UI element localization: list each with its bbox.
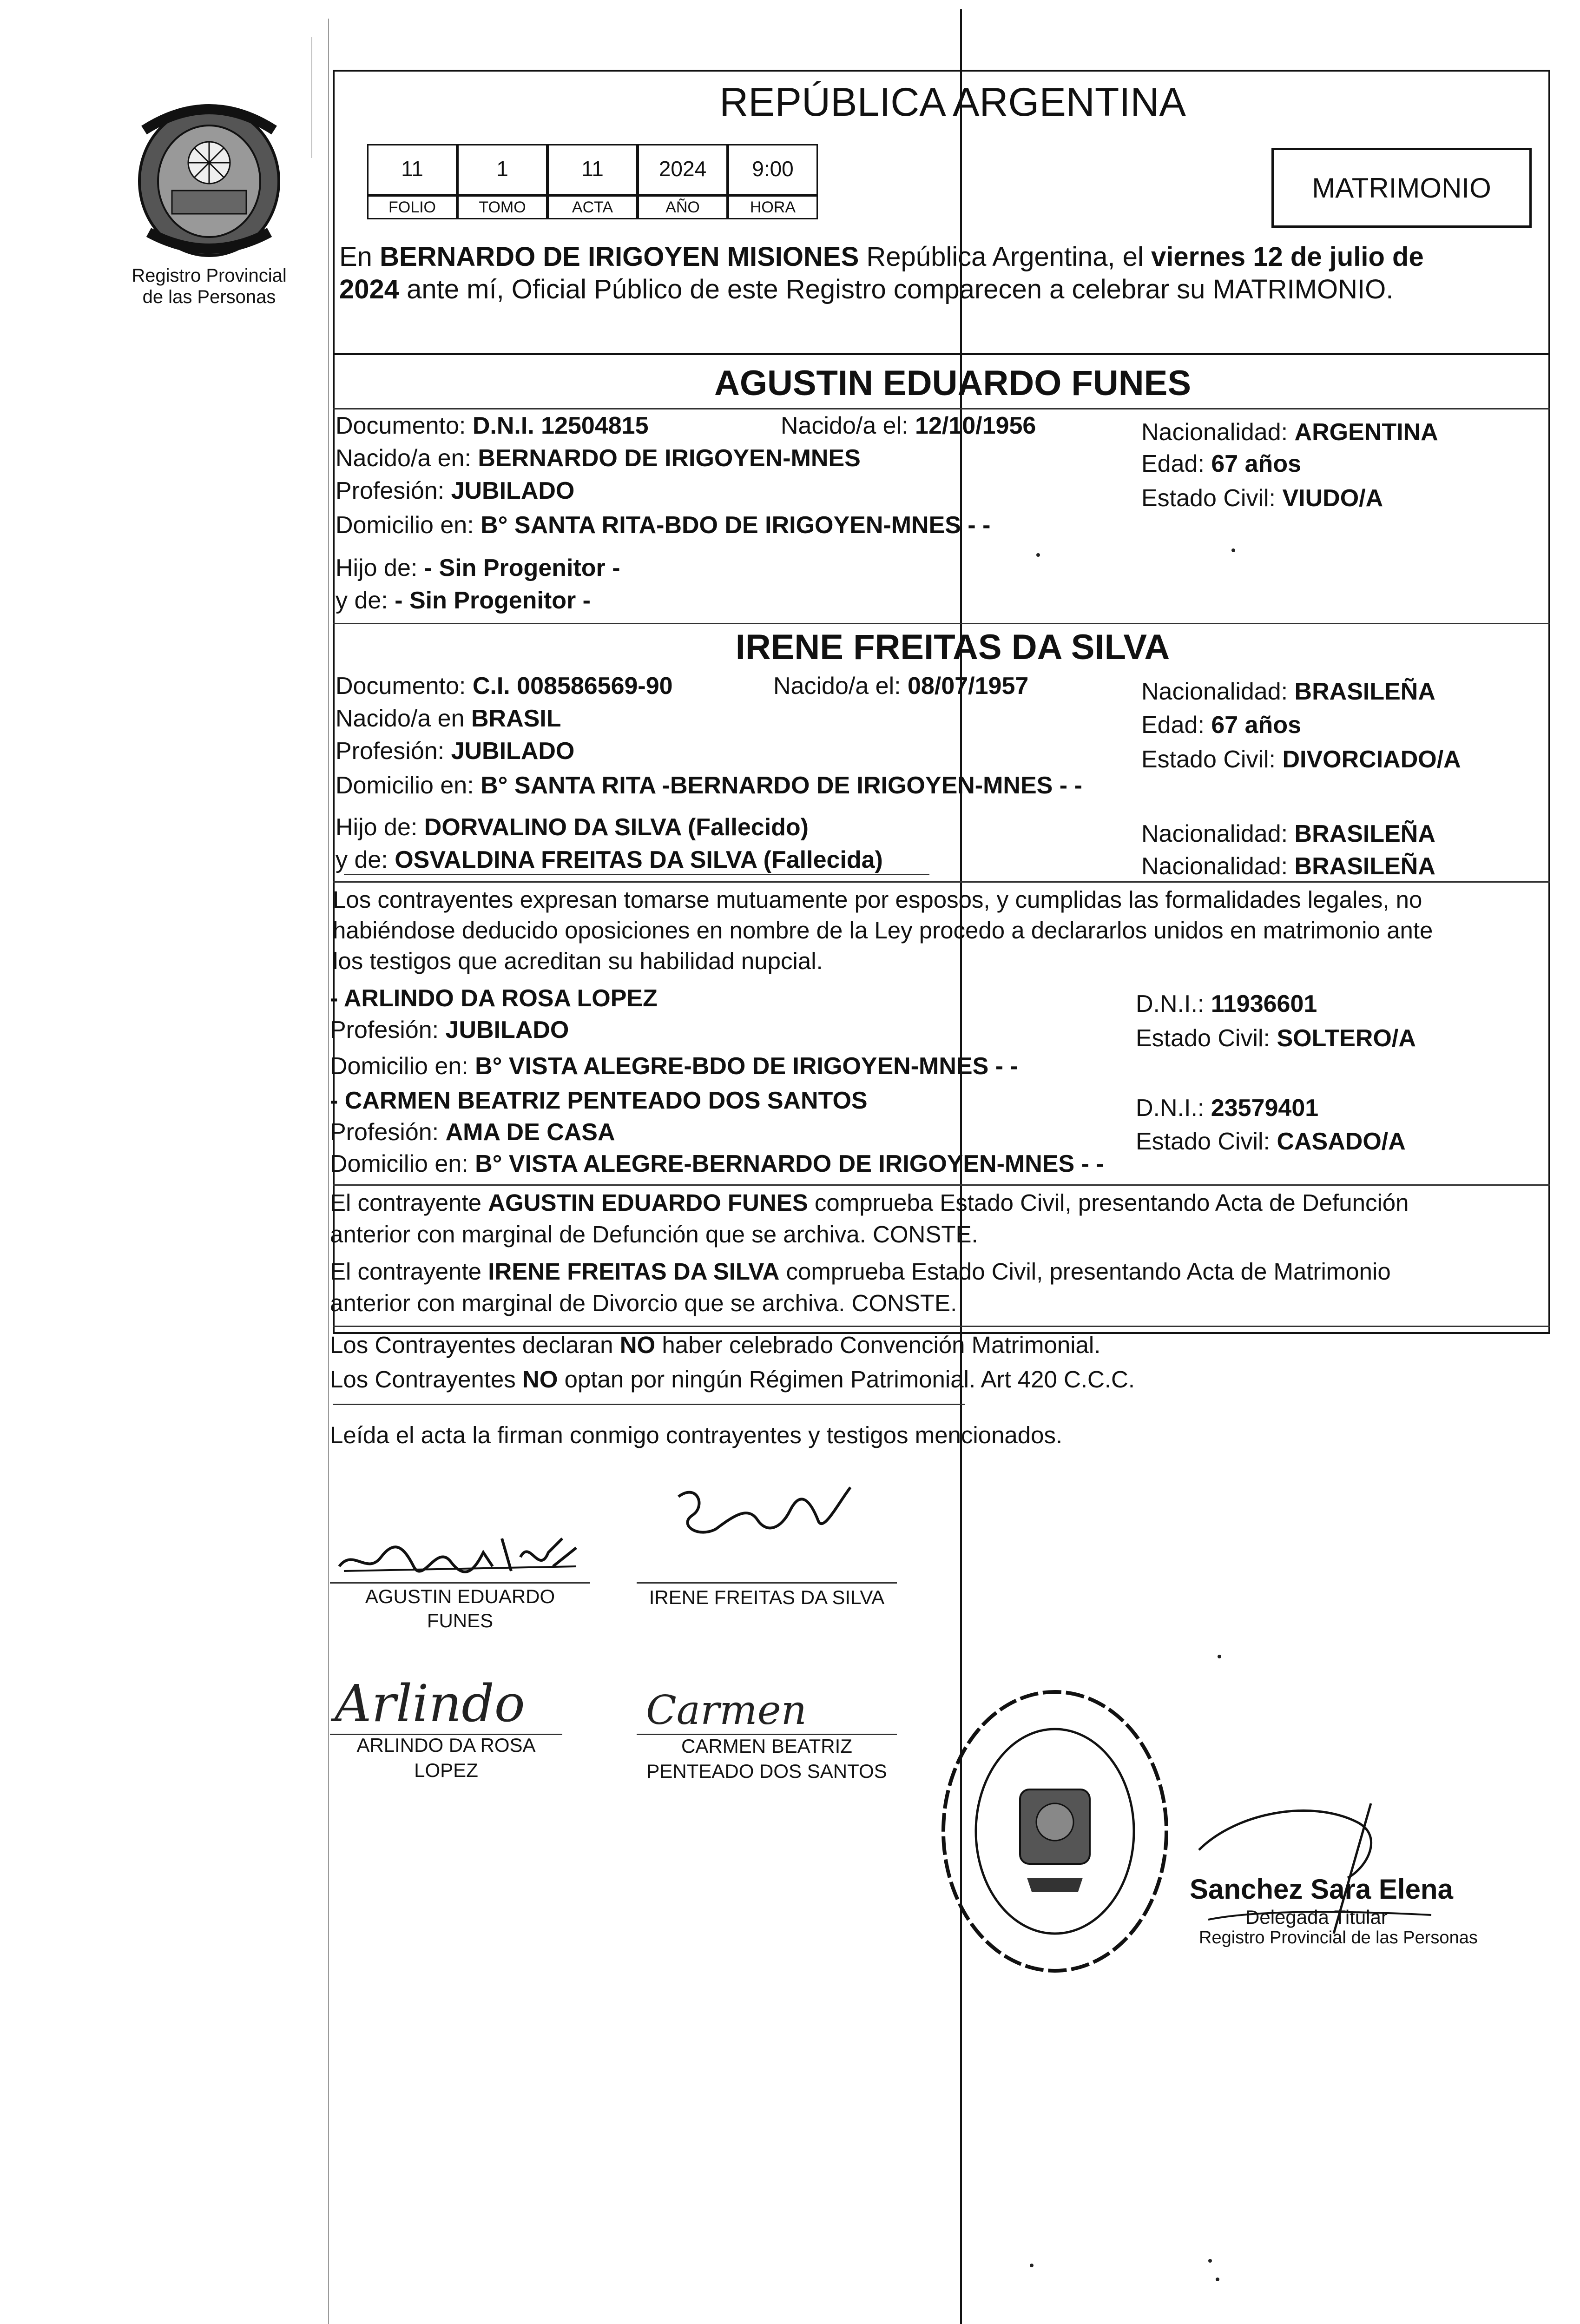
intro-line-2: 2024 ante mí, Oficial Público de este Registro comparecen a celebrar su MATRIMONIO. <box>339 274 1394 304</box>
witness1-civil-status: Estado Civil: SOLTERO/A <box>1136 1025 1416 1052</box>
witness2-profession: Profesión: AMA DE CASA <box>330 1119 615 1146</box>
spouse1-birthplace: Nacido/a en: BERNARDO DE IRIGOYEN-MNES <box>336 445 861 472</box>
note-convention: Los Contrayentes declaran NO haber celebrado Convención Matrimonial. <box>330 1332 1101 1358</box>
spouse2-parent1: Hijo de: DORVALINO DA SILVA (Fallecido) <box>336 814 809 841</box>
spouse2-birthplace: Nacido/a en BRASIL <box>336 705 561 732</box>
sig-label-arlindo-2: LOPEZ <box>414 1759 478 1781</box>
tomo-label: TOMO <box>457 195 547 219</box>
spouse1-age: Edad: 67 años <box>1141 450 1301 477</box>
spouse2-civil-status: Estado Civil: DIVORCIADO/A <box>1141 746 1461 773</box>
scan-speck <box>1208 2259 1212 2263</box>
signature-carmen: Carmen <box>646 1687 807 1734</box>
divider-declaration <box>333 881 1550 883</box>
spouse1-parent1: Hijo de: - Sin Progenitor - <box>336 555 620 581</box>
sig-label-agustin-1: AGUSTIN EDUARDO <box>365 1585 555 1607</box>
witness2-address: Domicilio en: B° VISTA ALEGRE-BERNARDO DE IRIGOYEN-MNES - - <box>330 1150 1104 1177</box>
witness2-civil-status: Estado Civil: CASADO/A <box>1136 1128 1406 1155</box>
signature-arlindo: Arlindo <box>335 1674 525 1733</box>
spouse1-nationality: Nacionalidad: ARGENTINA <box>1141 419 1438 446</box>
spouse2-birthdate: Nacido/a el: 08/07/1957 <box>773 673 1029 700</box>
note-civil-status-2-line2: anterior con marginal de Divorcio que se archiva. CONSTE. <box>330 1290 957 1316</box>
official-stamp <box>934 1683 1176 1980</box>
spouse1-document: Documento: D.N.I. 12504815 <box>336 412 649 439</box>
spouse1-profession: Profesión: JUBILADO <box>336 477 575 504</box>
declaration-line-3: los testigos que acreditan su habilidad nupcial. <box>333 948 823 974</box>
divider-notes <box>333 1184 1550 1186</box>
sig-line-irene <box>637 1582 897 1584</box>
spouse2-parent2-nationality: Nacionalidad: BRASILEÑA <box>1141 853 1435 880</box>
spouse2-name: IRENE FREITAS DA SILVA <box>735 627 1170 667</box>
divider-intro <box>333 353 1550 355</box>
folio-label: FOLIO <box>367 195 457 219</box>
year-label: AÑO <box>638 195 728 219</box>
witness1-name: - ARLINDO DA ROSA LOPEZ <box>330 985 658 1012</box>
scan-speck <box>1218 1655 1221 1658</box>
note-regime: Los Contrayentes NO optan por ningún Régimen Patrimonial. Art 420 C.C.C. <box>330 1366 1135 1393</box>
parent2-underline <box>344 874 929 875</box>
witness2-dni: D.N.I.: 23579401 <box>1136 1095 1319 1122</box>
note-civil-status-2: El contrayente IRENE FREITAS DA SILVA comprueba Estado Civil, presentando Acta de Matrimonio <box>330 1258 1391 1285</box>
spouse2-address: Domicilio en: B° SANTA RITA -BERNARDO DE IRIGOYEN-MNES - - <box>336 772 1082 799</box>
margin-line-dash <box>311 37 312 158</box>
scan-speck <box>1030 2264 1034 2267</box>
spouse1-name: AGUSTIN EDUARDO FUNES <box>714 363 1192 403</box>
spouse2-document: Documento: C.I. 008586569-90 <box>336 673 673 700</box>
signature-agustin <box>335 1520 586 1585</box>
scan-speck <box>1216 2278 1219 2281</box>
spouse2-parent2: y de: OSVALDINA FREITAS DA SILVA (Fallecida) <box>336 846 883 873</box>
spouse1-birthdate: Nacido/a el: 12/10/1956 <box>781 412 1036 439</box>
country-title: REPÚBLICA ARGENTINA <box>719 80 1186 125</box>
hour-label: HORA <box>728 195 818 219</box>
year-value: 2024 <box>638 144 728 195</box>
scan-speck <box>1036 553 1040 557</box>
note-civil-status-1: El contrayente AGUSTIN EDUARDO FUNES comprueba Estado Civil, presentando Acta de Defunción <box>330 1189 1409 1216</box>
doc-type-badge: MATRIMONIO <box>1271 148 1532 228</box>
witness1-address: Domicilio en: B° VISTA ALEGRE-BDO DE IRIGOYEN-MNES - - <box>330 1053 1018 1080</box>
folio-value: 11 <box>367 144 457 195</box>
spouse1-address: Domicilio en: B° SANTA RITA-BDO DE IRIGOYEN-MNES - - <box>336 512 991 539</box>
declaration-line-1: Los contrayentes expresan tomarse mutuamente por esposos, y cumplidas las formalidades legales, no <box>333 886 1422 913</box>
official-org: Registro Provincial de las Personas <box>1199 1928 1478 1948</box>
sig-label-irene: IRENE FREITAS DA SILVA <box>649 1586 885 1608</box>
spouse2-age: Edad: 67 años <box>1141 712 1301 739</box>
scan-speck <box>1231 548 1235 552</box>
witness2-name: - CARMEN BEATRIZ PENTEADO DOS SANTOS <box>330 1087 868 1114</box>
sig-label-arlindo-1: ARLINDO DA ROSA <box>356 1734 536 1756</box>
spouse2-parent1-nationality: Nacionalidad: BRASILEÑA <box>1141 820 1435 847</box>
signature-irene <box>669 1478 864 1548</box>
record-number-table <box>367 144 818 223</box>
official-role: Delegada Titular <box>1245 1906 1388 1928</box>
official-name: Sanchez Sara Elena <box>1190 1874 1453 1905</box>
tomo-value: 1 <box>457 144 547 195</box>
intro-line-1: En BERNARDO DE IRIGOYEN MISIONES República Argentina, el viernes 12 de julio de <box>339 242 1424 272</box>
registry-name-line2: de las Personas <box>142 287 276 307</box>
sig-line-agustin <box>330 1582 590 1584</box>
hour-value: 9:00 <box>728 144 818 195</box>
sig-label-agustin-2: FUNES <box>427 1610 494 1631</box>
spouse2-profession: Profesión: JUBILADO <box>336 738 575 765</box>
witness1-dni: D.N.I.: 11936601 <box>1136 990 1317 1017</box>
spouse1-parent2: y de: - Sin Progenitor - <box>336 587 591 614</box>
divider-regime <box>333 1326 1550 1327</box>
spouse1-civil-status: Estado Civil: VIUDO/A <box>1141 485 1383 512</box>
divider-spouse1 <box>333 408 1550 409</box>
closing-statement: Leída el acta la firman conmigo contrayentes y testigos mencionados. <box>330 1422 1063 1448</box>
acta-label: ACTA <box>547 195 638 219</box>
witness1-profession: Profesión: JUBILADO <box>330 1017 569 1043</box>
province-seal <box>125 93 293 260</box>
sig-label-carmen-1: CARMEN BEATRIZ <box>681 1735 852 1757</box>
acta-value: 11 <box>547 144 638 195</box>
sig-label-carmen-2: PENTEADO DOS SANTOS <box>646 1760 887 1782</box>
declaration-line-2: habiéndose deducido oposiciones en nombre de la Ley procedo a declararlos unidos en matrimonio ante <box>333 917 1433 944</box>
margin-line-outer <box>328 19 329 2324</box>
registry-name-line1: Registro Provincial <box>132 265 287 286</box>
divider-spouse2 <box>333 623 1550 624</box>
divider-closing <box>333 1404 965 1405</box>
spouse2-nationality: Nacionalidad: BRASILEÑA <box>1141 678 1435 705</box>
note-civil-status-1-line2: anterior con marginal de Defunción que se archiva. CONSTE. <box>330 1221 978 1248</box>
